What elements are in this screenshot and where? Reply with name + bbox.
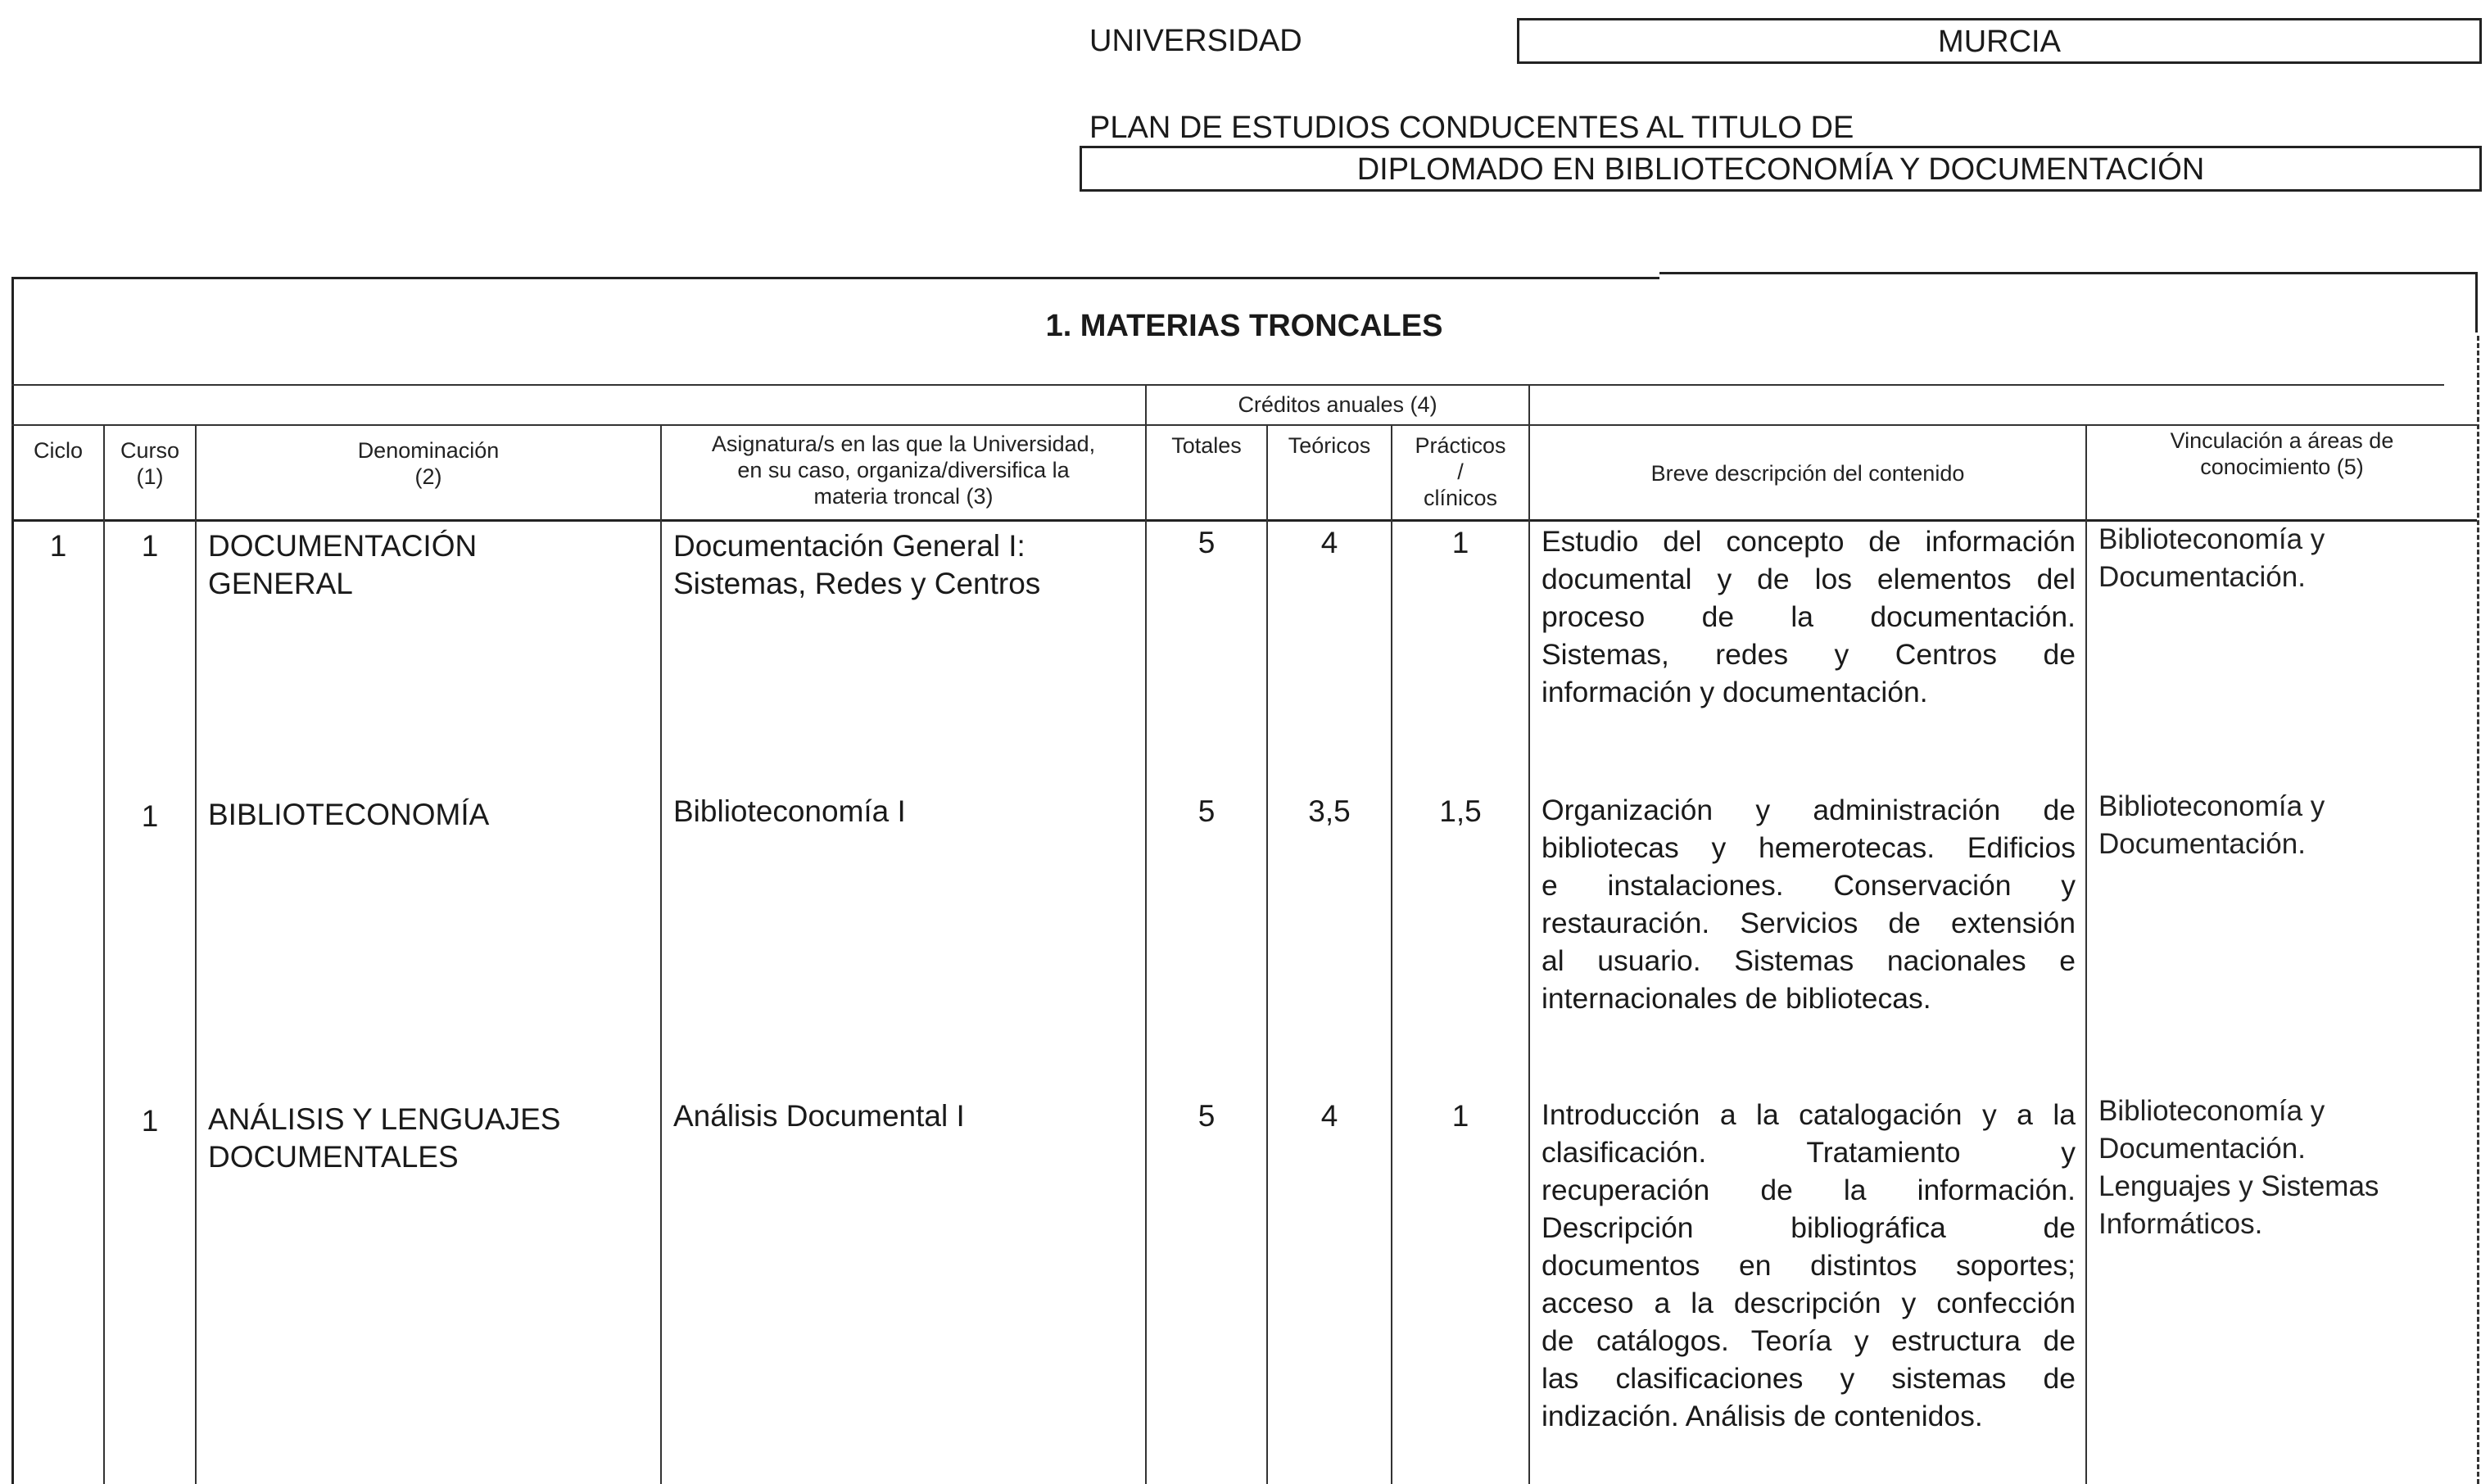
cell-descripcion: Estudio del concepto de información documental y de los elementos del proceso de la documentación. Sistemas, redes y Centros de información y documentación.: [1542, 525, 2076, 708]
col-header-denominacion: Denominación (2): [357, 438, 500, 489]
cell-vinculacion: Biblioteconomía y Documentación.: [2098, 790, 2325, 860]
cell-vinculacion: Biblioteconomía y Documentación.: [2098, 523, 2325, 593]
cell-curso: 1: [141, 1104, 159, 1138]
table-top-border-right: [1659, 272, 2477, 274]
cell-curso: 1: [141, 799, 159, 833]
cell-ciclo: 1: [49, 529, 67, 563]
cell-practicos: 1: [1451, 1099, 1469, 1133]
degree-field: [1080, 146, 2482, 192]
cell-denominacion: DOCUMENTACIÓN GENERAL: [208, 529, 478, 600]
col-sep-denominacion: [195, 424, 197, 1484]
cell-denominacion: ANÁLISIS Y LENGUAJES DOCUMENTALES: [208, 1102, 561, 1174]
col-header-teoricos: Teóricos: [1288, 433, 1371, 458]
cell-asignatura: Análisis Documental I: [673, 1099, 965, 1133]
cell-practicos: 1: [1451, 526, 1469, 559]
cell-teoricos: 4: [1320, 526, 1338, 559]
cell-totales: 5: [1197, 1099, 1216, 1133]
cell-asignatura: Documentación General I: Sistemas, Redes y Centros: [673, 529, 1041, 600]
section-title: 1. MATERIAS TRONCALES: [1045, 309, 1443, 343]
cell-vinculacion: Biblioteconomía y Documentación. Lenguajes y Sistemas Informáticos.: [2098, 1095, 2379, 1240]
col-header-practicos: Prácticos / clínicos: [1415, 433, 1506, 510]
table-top-border: [11, 277, 1659, 279]
cell-totales: 5: [1197, 794, 1216, 828]
university-value: MURCIA: [1938, 25, 2061, 59]
col-header-asignatura: Asignatura/s en las que la Universidad, en su caso, organiza/diversifica la materia troncal (3): [711, 432, 1096, 509]
cell-teoricos: 4: [1320, 1099, 1338, 1133]
cell-descripcion: Introducción a la catalogación y a la clasificación. Tratamiento y recuperación de la información. Descripción bibliográfica de documentos en distintos soportes; acceso a la descripción y confección de catálogos. Teoría y estructura de las clasificaciones y sistemas de indización. Análisis de contenidos.: [1542, 1098, 2076, 1432]
cell-denominacion: BIBLIOTECONOMÍA: [208, 798, 490, 831]
plan-label: PLAN DE ESTUDIOS CONDUCENTES AL TITULO DE: [1089, 111, 1854, 145]
cell-descripcion: Organización y administración de bibliotecas y hemerotecas. Edificios e instalaciones. Conservación y restauración. Servicios de extensión al usuario. Sistemas nacionales e internacionales de bibliotecas.: [1542, 794, 2076, 1015]
cell-teoricos: 3,5: [1308, 794, 1351, 828]
col-sep-teoricos: [1266, 424, 1268, 1484]
col-sep-curso: [103, 424, 105, 1484]
col-sep-asignatura: [660, 424, 662, 1484]
col-header-curso: Curso (1): [120, 438, 180, 489]
col-sep-breve: [1528, 384, 1530, 1484]
credits-group-header: Créditos anuales (4): [1238, 392, 1437, 417]
university-field: [1517, 18, 2482, 64]
cell-curso: 1: [141, 529, 159, 563]
degree-value: DIPLOMADO EN BIBLIOTECONOMÍA Y DOCUMENTACIÓN: [1356, 152, 2205, 187]
col-header-vinculacion: Vinculación a áreas de conocimiento (5): [2170, 428, 2394, 479]
university-label: UNIVERSIDAD: [1089, 24, 1302, 58]
header-rule-top: [11, 384, 2444, 386]
cell-asignatura: Biblioteconomía I: [673, 794, 906, 828]
header-rule-mid: [11, 424, 2477, 426]
col-header-ciclo: Ciclo: [33, 438, 83, 463]
col-sep-vinculacion: [2085, 424, 2087, 1484]
col-sep-practicos: [1391, 424, 1392, 1484]
cell-totales: 5: [1197, 526, 1216, 559]
col-header-breve: Breve descripción del contenido: [1650, 461, 1965, 486]
col-header-totales: Totales: [1171, 433, 1242, 458]
cell-practicos: 1,5: [1439, 794, 1482, 828]
table-right-border-dashed: [2477, 336, 2479, 1484]
